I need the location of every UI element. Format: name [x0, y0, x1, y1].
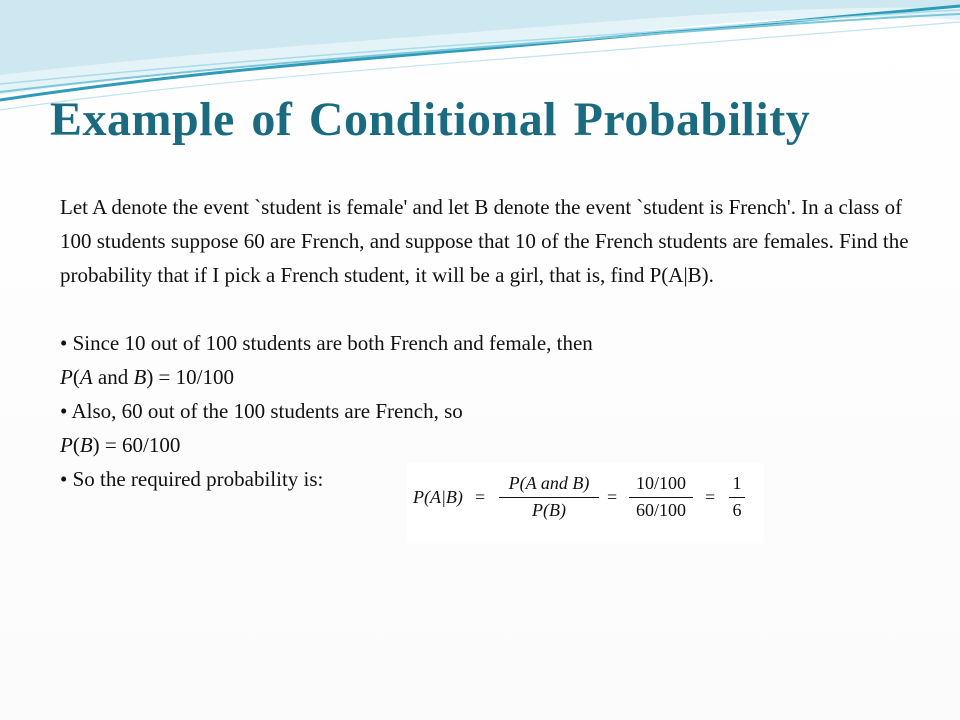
fraction-counts — [629, 473, 693, 521]
expr-p: P — [60, 365, 73, 389]
expr-a: A — [79, 365, 93, 389]
spacer — [60, 292, 920, 326]
fraction-bar — [499, 497, 599, 498]
joint-probability-expression: P(A and B) = 10/100 — [60, 365, 234, 389]
fraction-result — [729, 473, 745, 521]
slide-body — [60, 190, 920, 496]
expr-b: B — [79, 433, 93, 457]
expr-and: and — [92, 365, 134, 389]
marginal-probability-expression: P(B) = 60/100 — [60, 433, 181, 457]
fraction-joint-over-marginal — [499, 473, 599, 521]
fraction-denominator: P(B) — [532, 500, 566, 520]
slide-title: Example of Conditional Probability — [50, 93, 811, 146]
fraction-denominator: 6 — [732, 500, 742, 520]
bullet-joint-statement: • Since 10 out of 100 students are both French and female, then — [60, 331, 593, 355]
bullet-french-statement: • Also, 60 out of the 100 students are French, so — [60, 399, 463, 423]
problem-statement: Let A denote the event `student is female' and let B denote the event `student is French'. In a class of 100 students suppose 60 are French, and suppose that 10 of the French students are females. Find the probability that if I pick a French student, it will be a girl, that is, find P(A|B). — [60, 195, 909, 287]
fraction-numerator: 10/100 — [635, 473, 686, 493]
fraction-numerator: 1 — [732, 473, 742, 493]
fraction-numerator: P(A and B) — [508, 473, 590, 493]
conditional-probability-formula — [407, 463, 764, 543]
bullet-required-probability: • So the required probability is: — [60, 467, 324, 491]
formula-lhs: P(A|B) — [413, 487, 463, 507]
fraction-bar — [729, 497, 745, 498]
formula-equals-3: = — [705, 487, 716, 507]
formula-equals-2: = — [607, 487, 618, 507]
fraction-denominator: 60/100 — [635, 500, 686, 520]
formula-equals-1: = — [475, 487, 486, 507]
expr-b: B — [133, 365, 147, 389]
expr-value: ) = 60/100 — [92, 433, 181, 457]
fraction-bar — [629, 497, 693, 498]
expr-value: ) = 10/100 — [146, 365, 234, 389]
expr-p: P — [60, 433, 73, 457]
